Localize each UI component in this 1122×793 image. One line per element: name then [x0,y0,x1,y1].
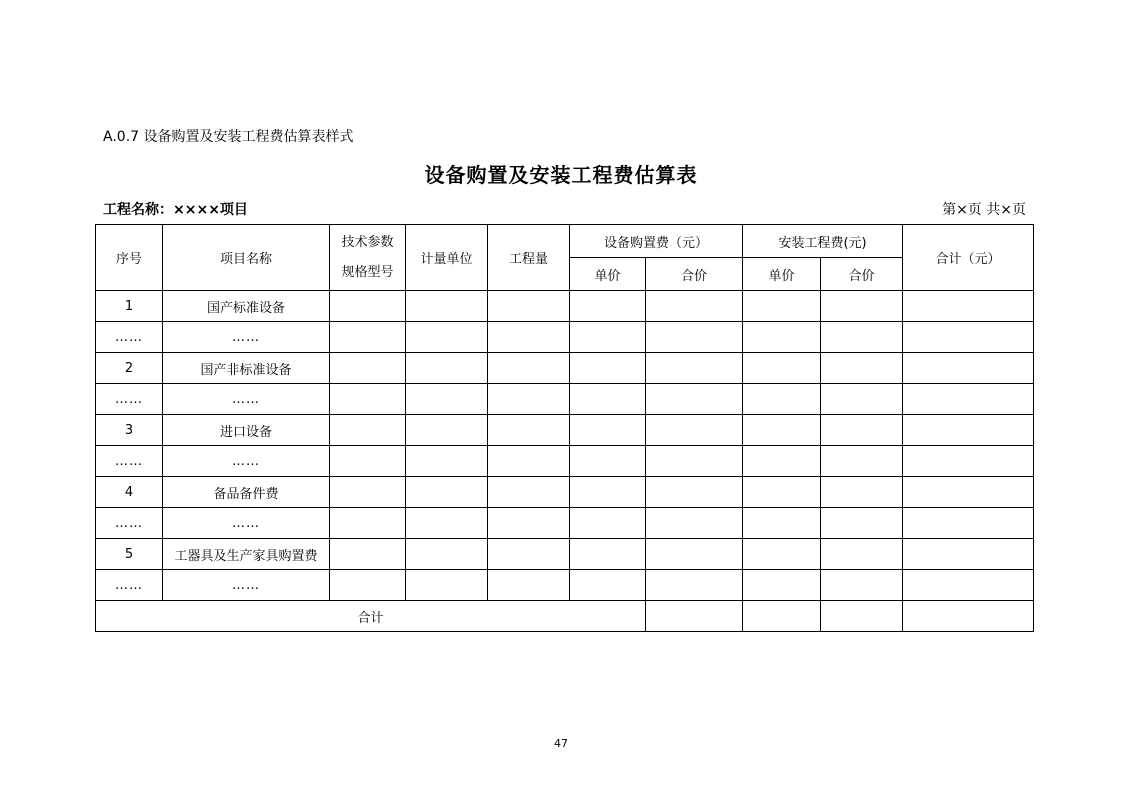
empty-cell [743,601,821,632]
total-label: 合计 [96,601,646,632]
empty-cell [488,291,570,322]
empty-cell [570,291,646,322]
empty-cell [903,291,1034,322]
empty-cell [903,322,1034,353]
empty-cell [821,446,903,477]
row-seq: 2 [96,353,163,384]
header-quantity: 工程量 [488,225,570,291]
empty-cell [821,601,903,632]
row-seq: 1 [96,291,163,322]
table-row [96,353,1034,384]
empty-cell [646,415,743,446]
row-seq: …… [96,570,163,601]
project-name-label: 工程名称：××××项目 [103,202,248,218]
table-row [96,322,1034,353]
row-item-name: …… [163,570,330,601]
empty-cell [488,477,570,508]
row-item-name: 工器具及生产家具购置费 [163,539,330,570]
table-row [96,508,1034,539]
header-installation-cost: 安装工程费(元) [743,225,903,258]
empty-cell [743,508,821,539]
table-row [96,446,1034,477]
header-seq: 序号 [96,225,163,291]
table-row [96,570,1034,601]
empty-cell [330,539,406,570]
empty-cell [330,415,406,446]
row-item-name: 国产非标准设备 [163,353,330,384]
row-seq: …… [96,384,163,415]
empty-cell [903,353,1034,384]
empty-cell [488,446,570,477]
row-seq: 5 [96,539,163,570]
empty-cell [488,353,570,384]
table-row [96,291,1034,322]
header-equipment-cost: 设备购置费（元） [570,225,743,258]
empty-cell [903,508,1034,539]
empty-cell [488,384,570,415]
row-item-name: 进口设备 [163,415,330,446]
empty-cell [903,570,1034,601]
empty-cell [743,384,821,415]
page-count-label: 第×页 共×页 [942,202,1026,218]
empty-cell [821,353,903,384]
empty-cell [330,291,406,322]
empty-cell [646,601,743,632]
empty-cell [743,539,821,570]
empty-cell [570,353,646,384]
empty-cell [406,508,488,539]
empty-cell [743,415,821,446]
table-row [96,477,1034,508]
empty-cell [406,384,488,415]
empty-cell [406,477,488,508]
empty-cell [821,539,903,570]
empty-cell [570,508,646,539]
page-title: 设备购置及安装工程费估算表 [424,163,698,187]
empty-cell [646,384,743,415]
empty-cell [330,508,406,539]
empty-cell [330,477,406,508]
header-equipment-unit-price: 单价 [570,258,646,291]
header-item-name: 项目名称 [163,225,330,291]
empty-cell [406,415,488,446]
total-row [96,601,1034,632]
empty-cell [570,322,646,353]
header-tech-line1: 技术参数 [341,234,394,250]
row-item-name: …… [163,508,330,539]
empty-cell [821,384,903,415]
page-number: 47 [554,737,568,750]
empty-cell [330,322,406,353]
row-seq: 3 [96,415,163,446]
empty-cell [903,415,1034,446]
empty-cell [330,570,406,601]
empty-cell [488,322,570,353]
header-equipment-subtotal: 合价 [646,258,743,291]
empty-cell [903,477,1034,508]
empty-cell [743,291,821,322]
empty-cell [743,477,821,508]
empty-cell [488,415,570,446]
empty-cell [488,539,570,570]
empty-cell [570,384,646,415]
row-seq: …… [96,446,163,477]
empty-cell [646,570,743,601]
empty-cell [488,570,570,601]
empty-cell [406,322,488,353]
row-item-name: 备品备件费 [163,477,330,508]
empty-cell [646,322,743,353]
header-total: 合计（元） [903,225,1034,291]
row-item-name: 国产标准设备 [163,291,330,322]
row-item-name: …… [163,384,330,415]
empty-cell [488,508,570,539]
table-row [96,539,1034,570]
header-unit: 计量单位 [406,225,488,291]
empty-cell [743,446,821,477]
empty-cell [406,353,488,384]
empty-cell [646,508,743,539]
empty-cell [821,508,903,539]
empty-cell [406,570,488,601]
header-tech-line2: 规格型号 [341,264,394,280]
row-seq: …… [96,508,163,539]
empty-cell [646,477,743,508]
empty-cell [821,415,903,446]
empty-cell [570,477,646,508]
empty-cell [743,322,821,353]
empty-cell [646,446,743,477]
row-seq: 4 [96,477,163,508]
empty-cell [330,353,406,384]
empty-cell [646,353,743,384]
empty-cell [821,322,903,353]
empty-cell [646,291,743,322]
empty-cell [821,570,903,601]
table-row [96,415,1034,446]
header-installation-unit-price: 单价 [743,258,821,291]
empty-cell [903,601,1034,632]
row-item-name: …… [163,446,330,477]
header-tech-params [330,225,406,291]
empty-cell [570,539,646,570]
empty-cell [743,570,821,601]
empty-cell [903,539,1034,570]
empty-cell [821,291,903,322]
estimate-table [95,224,1034,632]
section-heading: A.0.7 设备购置及安装工程费估算表样式 [103,129,354,145]
header-row [96,225,1034,258]
empty-cell [406,291,488,322]
header-installation-subtotal: 合价 [821,258,903,291]
empty-cell [406,446,488,477]
empty-cell [570,570,646,601]
empty-cell [903,384,1034,415]
table-row [96,384,1034,415]
empty-cell [646,539,743,570]
empty-cell [570,415,646,446]
empty-cell [406,539,488,570]
empty-cell [330,446,406,477]
empty-cell [330,384,406,415]
empty-cell [821,477,903,508]
row-item-name: …… [163,322,330,353]
row-seq: …… [96,322,163,353]
empty-cell [743,353,821,384]
empty-cell [903,446,1034,477]
empty-cell [570,446,646,477]
